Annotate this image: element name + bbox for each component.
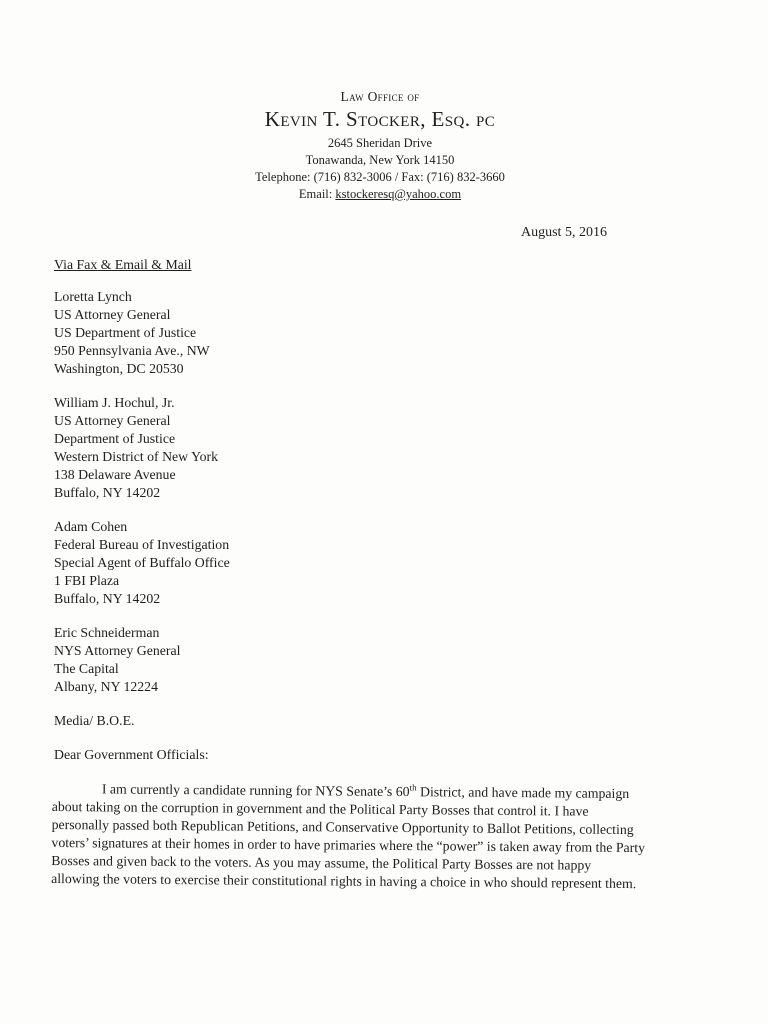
recipient-line: Loretta Lynch — [54, 289, 132, 304]
recipient-line: 950 Pennsylvania Ave., NW — [54, 343, 210, 358]
recipient-line: US Department of Justice — [54, 325, 197, 340]
recipient-block-3 — [54, 518, 704, 608]
paragraph-line: about taking on the corruption in government and the Political Party Bosses that control it. I have — [51, 798, 589, 819]
recipient-line: US Attorney General — [54, 307, 171, 322]
recipient-line: 138 Delaware Avenue — [54, 467, 176, 482]
recipient-line: Special Agent of Buffalo Office — [54, 555, 230, 570]
paragraph-line: Bosses and given back to the voters. As you may assume, the Political Party Bosses are not happy — [51, 852, 592, 873]
salutation: Dear Government Officials: — [54, 747, 209, 762]
recipient-line: Washington, DC 20530 — [54, 361, 184, 376]
recipient-line: Western District of New York — [54, 449, 219, 464]
recipient-line: Federal Bureau of Investigation — [54, 537, 230, 552]
paragraph-line: voters’ signatures at their homes in order to have primaries where the “power” is taken away from the Party — [51, 834, 646, 856]
recipient-block-2 — [54, 394, 704, 502]
cc-line: Media/ B.O.E. — [54, 713, 135, 728]
law-office-label: Law Office of — [340, 89, 420, 104]
delivery-method: Via Fax & Email & Mail — [54, 257, 192, 272]
paragraph-line-1-start: I am currently a candidate running for NYS Senate’s 60 — [101, 781, 410, 800]
paragraph-line-1-end: District, and have made my campaign — [416, 784, 630, 802]
recipient-line: The Capital — [54, 661, 119, 676]
recipient-line: Buffalo, NY 14202 — [54, 591, 161, 606]
recipient-line: Adam Cohen — [54, 519, 128, 534]
recipient-block-4 — [54, 624, 704, 696]
attorney-name — [180, 106, 580, 135]
office-city: Tonawanda, New York 14150 — [305, 153, 455, 167]
office-phone-fax: Telephone: (716) 832-3006 / Fax: (716) 832-3660 — [255, 170, 505, 184]
office-email — [180, 186, 580, 203]
office-street: 2645 Sheridan Drive — [327, 136, 433, 150]
letter-date: August 5, 2016 — [521, 225, 607, 240]
recipient-line: NYS Attorney General — [54, 643, 181, 658]
email-label: Email: — [298, 187, 336, 201]
recipient-line: Albany, NY 12224 — [54, 679, 158, 694]
paragraph-line: personally passed both Republican Petitions, and Conservative Opportunity to Ballot Petitions, collecting — [51, 816, 634, 838]
recipient-line: 1 FBI Plaza — [54, 573, 120, 588]
email-link[interactable]: kstockeresq@yahoo.com — [335, 187, 462, 201]
recipient-line: William J. Hochul, Jr. — [54, 395, 175, 410]
recipient-line: US Attorney General — [54, 413, 171, 428]
letterhead — [180, 88, 580, 203]
paragraph-line: allowing the voters to exercise their constitutional rights in having a choice in who should represent them. — [51, 870, 637, 892]
recipient-block-1 — [54, 288, 704, 378]
attorney-name-main: Kevin T. Stocker, Esq. — [264, 107, 471, 131]
recipient-line: Department of Justice — [54, 431, 176, 446]
body-paragraph — [51, 780, 702, 894]
attorney-name-suffix: PC — [476, 114, 496, 130]
recipient-line: Eric Schneiderman — [54, 625, 160, 640]
recipient-line: Buffalo, NY 14202 — [54, 485, 161, 500]
ordinal-suffix: th — [409, 782, 417, 793]
